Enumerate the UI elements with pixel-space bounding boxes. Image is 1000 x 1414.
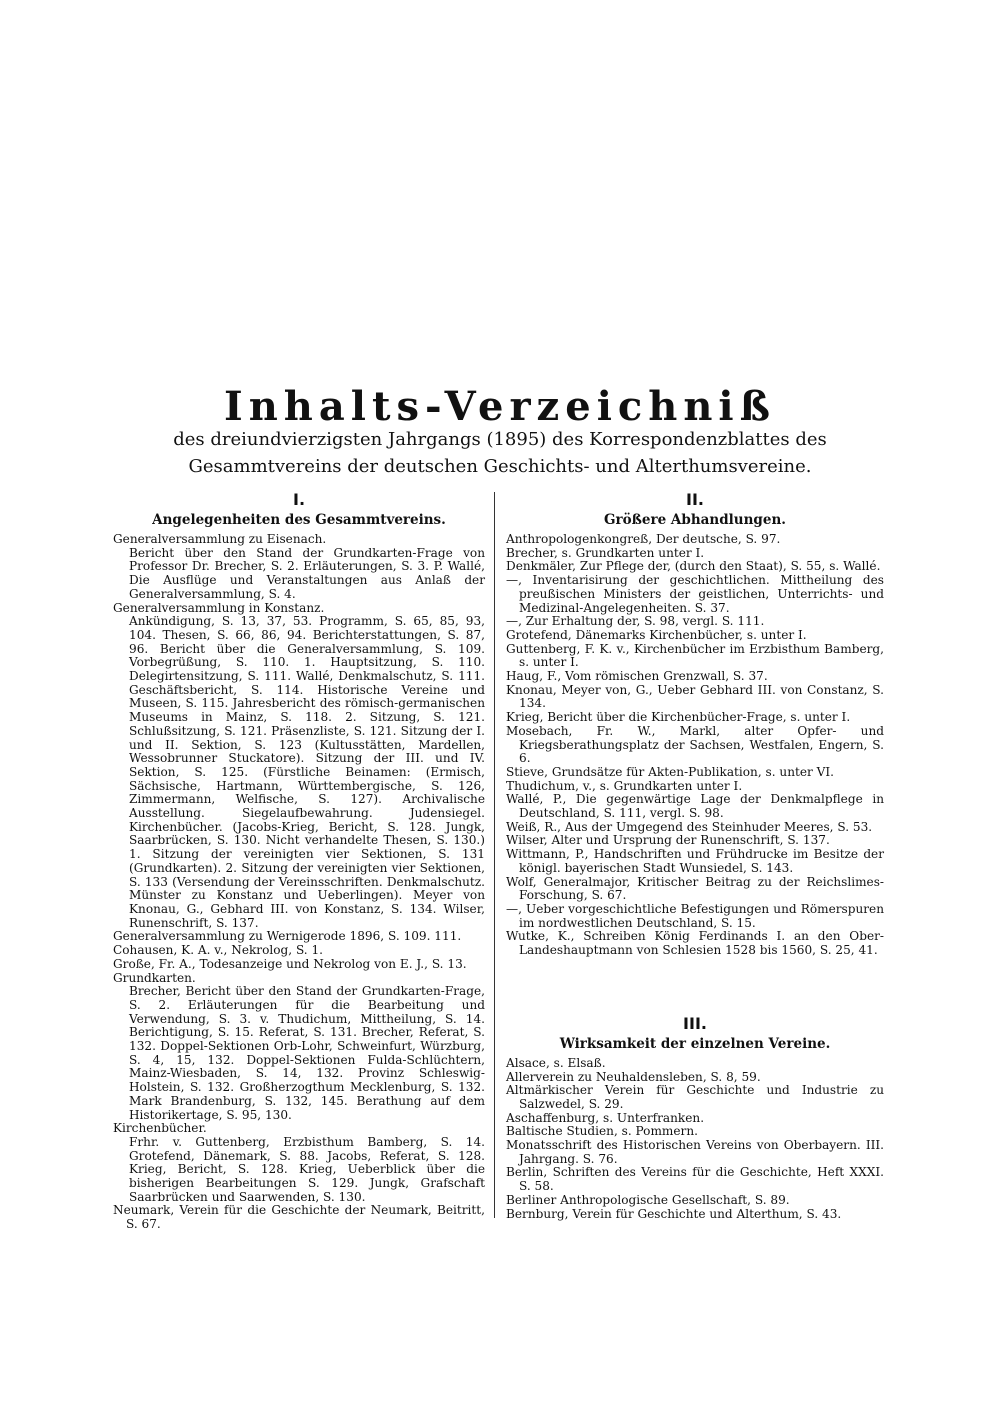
index-entry: Bernburg, Verein für Geschichte und Alterthum, S. 43. bbox=[506, 1206, 842, 1221]
section-heading-iii: Wirksamkeit der einzelnen Vereine. bbox=[559, 1035, 831, 1052]
index-entry: Berlin, Schriften des Vereins für die Geschichte, Heft XXXI. S. 58. bbox=[506, 1165, 884, 1194]
index-entry: Bericht über den Stand der Grundkarten-Frage von Professor Dr. Brecher, S. 2. Erläuterungen, S. 3. P. Wallé, Die Ausflüge und Veranstaltungen aus Anlaß der Generalversammlung, S. 4. bbox=[129, 545, 485, 601]
index-entry: Wilser, Alter und Ursprung der Runenschrift, S. 137. bbox=[506, 833, 830, 848]
section-heading-ii: Größere Abhandlungen. bbox=[604, 512, 786, 528]
index-entry: Wittmann, P., Handschriften und Frühdrucke im Besitze der königl. bayerischen Stadt Wunsiedel, S. 143. bbox=[506, 847, 884, 875]
index-entry: Wutke, K., Schreiben König Ferdinands I. an den Ober-Landeshauptmann von Schlesien 1528 bis 1560, S. 25, 41. bbox=[506, 929, 884, 958]
column-divider bbox=[494, 492, 495, 1218]
index-entry: Kirchenbücher. bbox=[113, 1121, 207, 1136]
index-entry: Denkmäler, Zur Pflege der, (durch den Staat), S. 55, s. Wallé. bbox=[506, 559, 881, 574]
index-entry: Brecher, s. Grundkarten unter I. bbox=[506, 545, 705, 560]
section-numeral-i: I. bbox=[292, 490, 306, 509]
index-entry: Brecher, Bericht über den Stand der Grundkarten-Frage, S. 2. Erläuterungen für die Bearbeitung und Verwendung, S. 3. v. Thudichum, Mittheilung, S. 14. Berichtigung, S. 15. Referat, S. 131. Brecher, Referat, S. 132. Doppel-Sektionen Orb-Lohr, Schweinfurt, Würzburg, S. 4, 15, 132. Doppel-Sektionen Fulda-Schlüchtern, Mainz-Wiesbaden, S. 14, 132. Provinz Schleswig-Holstein, S. 132. Großherzogthum Mecklenburg, S. 132. Mark Brandenburg, S. 132, 145. Berathung auf dem Historikertage, S. 95, 130. bbox=[129, 984, 485, 1122]
index-entry: Große, Fr. A., Todesanzeige und Nekrolog von E. J., S. 13. bbox=[113, 956, 467, 971]
section-iii bbox=[506, 1014, 884, 1221]
index-entry: Stieve, Grundsätze für Akten-Publikation, s. unter VI. bbox=[506, 764, 835, 779]
index-entry: Thudichum, v., s. Grundkarten unter I. bbox=[506, 778, 743, 793]
index-entry: Generalversammlung zu Wernigerode 1896, S. 109. 111. bbox=[113, 929, 462, 944]
index-entry: Frhr. v. Guttenberg, Erzbisthum Bamberg, S. 14. Grotefend, Dänemark, S. 88. Jacobs, Referat, S. 128. Krieg, Bericht, S. 128. Krieg, Ueberblick über die bisherigen Bearbeitungen S. 129. Jungk, Grafschaft Saarbrücken und Saarwenden, S. 130. bbox=[129, 1134, 485, 1204]
index-entry: —, Ueber vorgeschichtliche Befestigungen und Römerspuren im nordwestlichen Deutschland, S. 15. bbox=[506, 901, 884, 930]
index-entry: Allerverein zu Neuhaldensleben, S. 8, 59. bbox=[506, 1069, 761, 1084]
index-entry: Aschaffenburg, s. Unterfranken. bbox=[506, 1110, 705, 1125]
index-entry: Knonau, Meyer von, G., Ueber Gebhard III. von Constanz, S. 134. bbox=[506, 682, 884, 711]
index-entry: Generalversammlung in Konstanz. bbox=[113, 600, 325, 615]
index-entry: Wallé, P., Die gegenwärtige Lage der Denkmalpflege in Deutschland, S. 111, vergl. S. 98. bbox=[506, 792, 884, 821]
index-entry: Baltische Studien, s. Pommern. bbox=[506, 1124, 698, 1139]
index-entry: Anthropologenkongreß, Der deutsche, S. 97. bbox=[506, 532, 781, 546]
index-entry: Neumark, Verein für die Geschichte der Neumark, Beitritt, S. 67. bbox=[113, 1203, 485, 1232]
page-subtitle: des dreiundvierzigsten Jahrgangs (1895) des Korrespondenzblattes des Gesammtvereins der deutschen Geschichts- und Alterthumsvereine. bbox=[173, 429, 827, 477]
section-numeral-iii: III. bbox=[683, 1013, 707, 1033]
index-entry: Guttenberg, F. K. v., Kirchenbücher im Erzbisthum Bamberg, s. unter I. bbox=[506, 641, 884, 670]
index-entry: Altmärkischer Verein für Geschichte und Industrie zu Salzwedel, S. 29. bbox=[506, 1083, 884, 1111]
page-title: Inhalts-Verzeichniß bbox=[223, 383, 777, 430]
index-entry: —, Zur Erhaltung der, S. 98, vergl. S. 111. bbox=[506, 614, 765, 629]
index-entry: Cohausen, K. A. v., Nekrolog, S. 1. bbox=[113, 943, 324, 958]
index-entry: Monatsschrift des Historischen Vereins von Oberbayern. III. Jahrgang. S. 76. bbox=[506, 1138, 884, 1166]
index-entry: —, Inventarisirung der geschichtlichen. Mittheilung des preußischen Ministers der geistlichen, Unterrichts- und Medizinal-Angelegenheiten. S. 37. bbox=[506, 573, 884, 615]
index-entry: Weiß, R., Aus der Umgegend des Steinhuder Meeres, S. 53. bbox=[506, 819, 873, 834]
right-column bbox=[506, 490, 884, 1221]
index-entry: Grotefend, Dänemarks Kirchenbücher, s. unter I. bbox=[506, 627, 807, 642]
index-entry: Wolf, Generalmajor, Kritischer Beitrag zu der Reichslimes-Forschung, S. 67. bbox=[506, 874, 884, 903]
index-entry: Alsace, s. Elsaß. bbox=[506, 1055, 606, 1070]
index-entry: Krieg, Bericht über die Kirchenbücher-Frage, s. unter I. bbox=[506, 710, 851, 725]
section-numeral-ii: II. bbox=[686, 490, 704, 509]
index-entry: Berliner Anthropologische Gesellschaft, S. 89. bbox=[506, 1192, 790, 1207]
index-entry: Ankündigung, S. 13, 37, 53. Programm, S. 65, 85, 93, 104. Thesen, S. 66, 86, 94. Berichterstattungen, S. 87, 96. Bericht über die Generalversammlung, S. 109. Vorbegrüßung, S. 110. 1. Hauptsitzung, S. 110. Delegirtensitzung, S. 111. Wallé, Denkmalschutz, S. 111. Geschäftsbericht, S. 114. Historische Vereine und Museen, S. 115. Jahresbericht des römisch-germanischen Museums in Mainz, S. 118. 2. Sitzung, S. 121. Schlußsitzung, S. 121. Präsenzliste, S. 121. Sitzung der I. und II. Sektion, S. 123 (Kultusstätten, Mardellen, Wessobrunner Stuckatore). Sitzung der III. und IV. Sektion, S. 125. (Fürstliche Beinamen: (Ermisch, Sächsische, Hartmann, Württembergische, S. 126, Zimmermann, Welfische, S. 127). Archivalische Ausstellung. Siegelaufbewahrung. Judensiegel. Kirchenbücher. (Jacobs-Krieg, Bericht, S. 128. Jungk, Saarbrücken, S. 130. Nicht verhandelte Thesen, S. 130.) 1. Sitzung der vereinigten vier Sektionen, S. 131 (Grundkarten). 2. Sitzung der vereinigten vier Sektionen, S. 133 (Versendung der Vereinsschriften. Denkmalschutz. Münster zu Konstanz und Ueberlingen). Meyer von Knonau, G., Gebhard III. von Konstanz, S. 134. Wilser, Runenschrift, S. 137. bbox=[129, 614, 485, 930]
left-column bbox=[113, 490, 485, 1232]
index-entry: Haug, F., Vom römischen Grenzwall, S. 37. bbox=[506, 669, 768, 684]
index-entry: Grundkarten. bbox=[113, 970, 196, 985]
section-heading-i: Angelegenheiten des Gesammtvereins. bbox=[152, 512, 446, 528]
index-entry: Mosebach, Fr. W., Markl, alter Opfer- und Kriegsberathungsplatz der Sachsen, Westfalen, Engern, S. 6. bbox=[506, 723, 884, 766]
index-entry: Generalversammlung zu Eisenach. bbox=[113, 532, 327, 546]
